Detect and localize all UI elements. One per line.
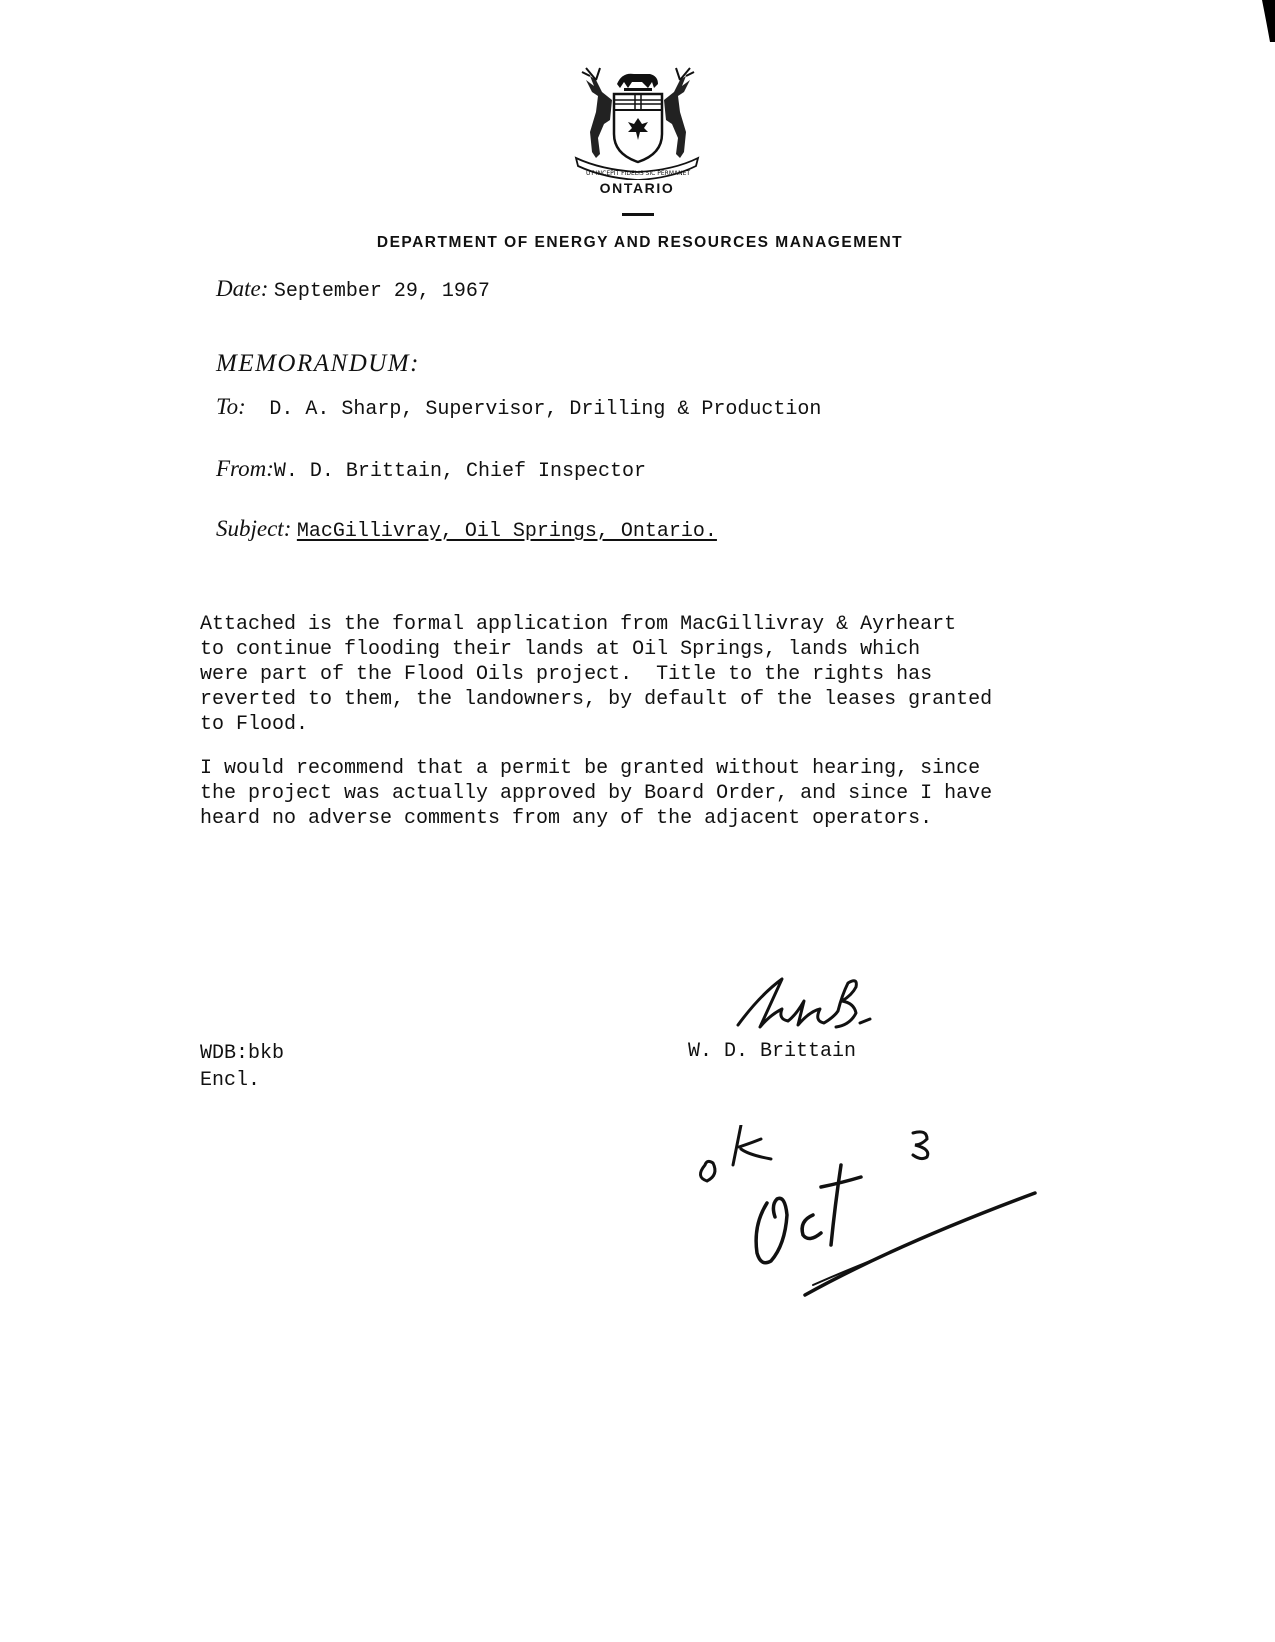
subject-line [216, 516, 717, 543]
enclosure-note: Encl. [200, 1069, 261, 1092]
handwritten-ok-note-icon [695, 1125, 1095, 1330]
body-paragraph-1: Attached is the formal application from MacGillivray & Ayrheart to continue flooding their lands at Oil Springs, lands which were part of the Flood Oils project. Title to the rights has reverted to them, the landowners, by default of the leases granted to Flood. [200, 613, 993, 736]
from-line [216, 456, 646, 483]
subject-label: Subject: [216, 516, 292, 541]
handwritten-approval [695, 1125, 1095, 1330]
memorandum-title: MEMORANDUM: [216, 350, 420, 377]
date-line [216, 276, 490, 303]
to-line [216, 394, 821, 421]
ontario-crest [572, 62, 702, 180]
from-value: W. D. Brittain, Chief Inspector [273, 460, 646, 483]
signer-name: W. D. Brittain [688, 1040, 857, 1063]
date-label: Date: [216, 276, 269, 301]
reference-block [200, 1040, 284, 1094]
department-name: DEPARTMENT OF ENERGY AND RESOURCES MANAGEMENT [376, 234, 904, 251]
province-name: ONTARIO [599, 180, 675, 196]
scan-edge-mark [1262, 0, 1275, 42]
svg-text:UT INCEPIT FIDELIS SIC PERMANE: UT INCEPIT FIDELIS SIC PERMANET [585, 170, 691, 177]
date-value: September 29, 1967 [273, 280, 490, 303]
signature [730, 975, 905, 1065]
handwritten-signature-icon [730, 975, 905, 1065]
subject-value: MacGillivray, Oil Springs, Ontario. [296, 520, 717, 543]
from-label: From: [216, 456, 274, 481]
reference-initials: WDB:bkb [200, 1042, 285, 1065]
body-paragraph-2: I would recommend that a permit be granted without hearing, since the project was actually approved by Board Order, and since I have heard no adverse comments from any of the adjacent operators. [200, 757, 993, 830]
ontario-coat-of-arms-icon [572, 62, 702, 180]
divider [622, 213, 654, 216]
to-value: D. A. Sharp, Supervisor, Drilling & Production [269, 398, 822, 421]
to-label: To: [216, 394, 246, 419]
